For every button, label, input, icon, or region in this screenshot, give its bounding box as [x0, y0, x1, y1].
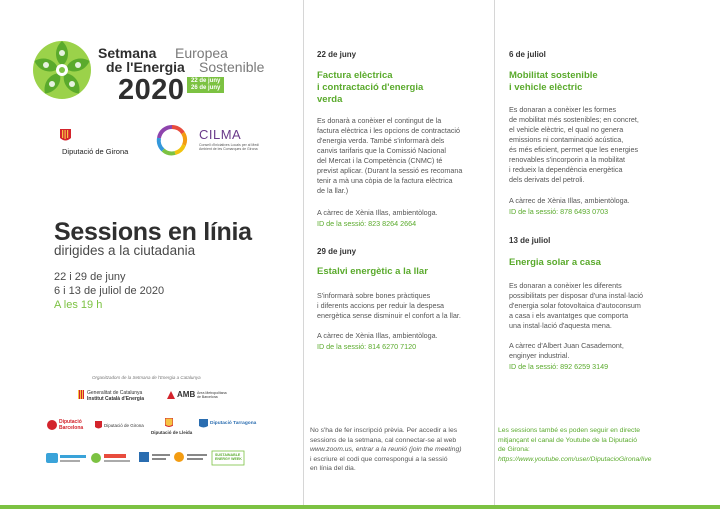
session-4-body-line: una instal·lació d'aquesta mena. — [509, 321, 612, 330]
session-3-body-line: renovables s'incorporin a la mobilitat — [509, 155, 626, 164]
diplleida-mark-icon — [165, 418, 173, 428]
access-instructions — [310, 426, 490, 474]
session-1-body-line: tenir a mà una còpia de la factura elèctrica — [317, 176, 453, 185]
dates-line-2: 6 i 13 de juliol de 2020 — [54, 285, 165, 297]
session-2-id[interactable]: ID de la sessió: 814 6270 7120 — [317, 342, 417, 351]
diptarragona-name: Diputació Tarragona — [210, 421, 257, 426]
cilma-ring-icon — [156, 124, 188, 156]
session-4-body-line: Es donaran a conèixer les diferents — [509, 281, 622, 290]
session-3-id[interactable]: ID de la sessió: 878 6493 0703 — [509, 207, 609, 216]
session-3-body-line: i redueix la dependència energètica — [509, 165, 623, 174]
session-4-body-line: a casa i els avantatges que comporta — [509, 311, 629, 320]
session-1-title-line3: verda — [317, 94, 343, 105]
access-note-line: en línia del dia. — [310, 465, 356, 472]
sustainable-energy-week-label: SUSTAINABLE ENERGY WEEK — [215, 453, 242, 462]
session-1-body-line: Es donarà a conèixer el contingut de la — [317, 116, 442, 125]
logo-line1-bold: Setmana — [98, 45, 157, 61]
session-4-id[interactable]: ID de la sessió: 892 6259 3149 — [509, 362, 609, 371]
session-3-title-line2: i vehicle elèctric — [509, 82, 583, 93]
amb-name: AMB — [177, 390, 196, 399]
access-note-line: i escriure el codi que correspongui a la sessió — [310, 455, 448, 463]
session-2-body-line: energètica sense disminuir el confort a la llar. — [317, 311, 461, 320]
session-3-date: 6 de juliol — [509, 50, 546, 59]
stream-note-line: de Girona: — [498, 446, 530, 453]
session-2-body-line: i diferents accions per reduir la despesa — [317, 301, 445, 310]
session-1-body-line: canvis tarifaris que la Comissió Nacional — [317, 146, 447, 155]
dipbarcelona-mark-icon — [47, 420, 57, 430]
energy-wheel-icon — [30, 38, 94, 102]
session-4-speaker-line1: A càrrec d'Albert Juan Casademont, — [509, 341, 624, 350]
stream-note-line: Les sessions també es poden seguir en directe — [498, 427, 641, 434]
session-4-speaker-line2: enginyer industrial. — [509, 351, 570, 360]
session-1-body-line: del Mercat i la Competència (CNMC) té — [317, 156, 443, 165]
cilma-subtitle: Consell d'Iniciatives Locals per al Medi Ambient de les Comarques de Girona — [199, 143, 260, 152]
session-4-body-line: possibilitats per disposar d'una instal·lació — [509, 291, 644, 300]
generalitat-line1: Generalitat de Catalunya — [87, 390, 143, 396]
session-3-body-line: dels derivats del petroli. — [509, 175, 585, 184]
cilma-name: CILMA — [199, 127, 242, 142]
session-2-title: Estalvi energètic a la llar — [317, 266, 428, 277]
access-note-line: sessions de la setmana, cal connectar-se al web — [310, 436, 457, 444]
session-2-speaker: A càrrec de Xènia Illas, ambientòloga. — [317, 331, 438, 340]
session-time: A les 19 h — [54, 299, 103, 311]
column-divider-1 — [303, 0, 304, 505]
session-1-body-line: de la llar.) — [317, 186, 349, 195]
session-4-title: Energia solar a casa — [509, 257, 601, 268]
session-4-date: 13 de juliol — [509, 236, 551, 245]
diplleida-name: Diputació de Lleida — [151, 430, 193, 435]
session-4-body — [509, 281, 709, 331]
session-3-title-line1: Mobilitat sostenible — [509, 70, 598, 81]
session-1-body-line: factura elèctrica i les opcions de contractació — [317, 126, 461, 135]
session-3-body-line: de mobilitat més sostenibles; en concret, — [509, 115, 639, 124]
generalitat-flag-icon — [78, 390, 84, 399]
generalitat-line2: Institut Català d'Energia — [87, 396, 145, 402]
logo-dates — [187, 77, 224, 93]
stream-note-line: mitjançant el canal de Youtube de la Diputació — [498, 436, 638, 444]
diptarragona-mark-icon — [199, 419, 208, 429]
amb-subtitle: Àrea Metropolitana de Barcelona — [197, 391, 227, 399]
session-3-body-line: Es donaran a conèixer les formes — [509, 105, 617, 114]
session-3-body-line: és més eficient, permet que les energies — [509, 145, 639, 154]
organizers-caption: Organitzadors de la Setmana de l'Energia a Catalunya — [92, 375, 201, 380]
access-note-line: No s'ha de fer inscripció prèvia. Per accedir a les — [310, 427, 458, 434]
session-3-body — [509, 105, 709, 185]
session-2-date: 29 de juny — [317, 247, 357, 256]
logo-line2-light: Sostenible — [199, 59, 265, 75]
logo-line1-light: Europea — [175, 45, 228, 61]
dipgirona-mark-icon — [95, 421, 102, 430]
session-3-body-line: emissions ni contaminació acústica, — [509, 135, 624, 144]
dates-line-1: 22 i 29 de juny — [54, 271, 126, 283]
session-2-body-line: S'informarà sobre bones pràctiques — [317, 291, 431, 300]
logo-year: 2020 — [118, 74, 185, 106]
dipbarcelona-name: Diputació Barcelona — [59, 419, 84, 431]
access-note-line: www.zoom.us, entrar a la reunió (join the meeting) — [310, 446, 462, 453]
diputacio-girona-shield-icon — [60, 129, 71, 143]
bottom-accent-bar — [0, 505, 720, 509]
dipgirona-name: Diputació de Girona — [104, 423, 144, 428]
session-1-title-line1: Factura elèctrica — [317, 70, 393, 81]
page-title: Sessions en línia — [54, 218, 252, 246]
partner-dipgirona-name: Diputació de Girona — [62, 147, 129, 156]
session-4-body-line: d'energia solar fotovoltaica d'autoconsum — [509, 301, 641, 310]
session-1-id[interactable]: ID de la sessió: 823 8264 2664 — [317, 219, 417, 228]
amb-mark-icon — [167, 391, 175, 399]
session-3-speaker: A càrrec de Xènia Illas, ambientòloga. — [509, 196, 630, 205]
session-1-title-line2: i contractació d'energia — [317, 82, 424, 93]
session-3-body-line: el vehicle elèctric, el qual no genera — [509, 125, 624, 134]
session-1-speaker: A càrrec de Xènia Illas, ambientòloga. — [317, 208, 438, 217]
column-divider-2 — [494, 0, 495, 505]
page-subtitle: dirigides a la ciutadania — [54, 243, 196, 258]
session-1-date: 22 de juny — [317, 50, 357, 59]
logo-line2-bold: de l'Energia — [106, 59, 185, 75]
youtube-link[interactable]: https://www.youtube.com/user/DiputacioGirona/live — [498, 455, 652, 463]
youtube-stream-info — [498, 426, 713, 464]
session-1-body-line: d'energia verda. També s'informarà dels — [317, 136, 445, 145]
session-1-body — [317, 116, 492, 196]
logo-date-2: 26 de juny — [191, 85, 221, 91]
session-1-body-line: previst aplicar. (Durant la sessió es recomana — [317, 166, 463, 175]
session-2-body — [317, 291, 492, 321]
logo-date-1: 22 de juny — [191, 78, 221, 84]
